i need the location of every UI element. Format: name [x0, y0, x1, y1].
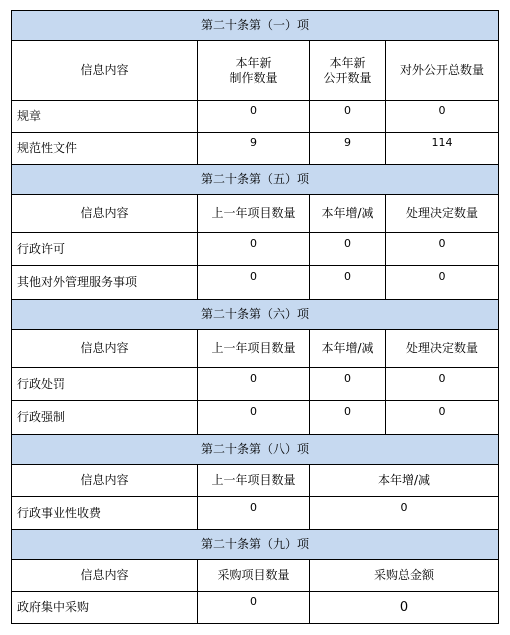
cell-value: 0	[386, 401, 499, 435]
table-row	[12, 266, 499, 300]
section-header-row	[12, 165, 499, 195]
column-header: 本年增/减	[310, 465, 499, 497]
disclosure-table	[11, 10, 499, 624]
row-label: 行政处罚	[12, 368, 198, 401]
column-header: 信息内容	[12, 195, 198, 233]
section-title: 第二十条第（九）项	[12, 530, 499, 560]
cell-value: 0	[198, 497, 310, 530]
column-header: 信息内容	[12, 330, 198, 368]
cell-value: 0	[198, 233, 310, 266]
cell-value: 0	[198, 266, 310, 300]
column-header-text: 本年新 公开数量	[323, 55, 372, 85]
cell-value: 0	[310, 592, 499, 624]
row-label: 其他对外管理服务事项	[12, 266, 198, 300]
column-header: 上一年项目数量	[198, 330, 310, 368]
cell-value: 0	[310, 401, 386, 435]
section-title: 第二十条第（一）项	[12, 11, 499, 41]
column-header: 上一年项目数量	[198, 195, 310, 233]
column-header	[198, 41, 310, 101]
cell-value: 0	[310, 233, 386, 266]
cell-value: 0	[198, 101, 310, 133]
column-header	[310, 41, 386, 101]
column-header: 本年增/减	[310, 330, 386, 368]
section-title: 第二十条第（五）项	[12, 165, 499, 195]
cell-value: 9	[310, 133, 386, 165]
table-row	[12, 592, 499, 624]
column-header: 本年增/减	[310, 195, 386, 233]
row-label: 政府集中采购	[12, 592, 198, 624]
row-label: 行政强制	[12, 401, 198, 435]
table-row	[12, 101, 499, 133]
table-row	[12, 497, 499, 530]
cell-value: 0	[198, 368, 310, 401]
cell-value: 0	[310, 266, 386, 300]
column-header: 信息内容	[12, 465, 198, 497]
cell-value: 9	[198, 133, 310, 165]
cell-value: 0	[310, 497, 499, 530]
cell-value: 0	[310, 101, 386, 133]
section-header-row	[12, 300, 499, 330]
table-row	[12, 368, 499, 401]
column-header-row	[12, 41, 499, 101]
column-header: 对外公开总数量	[386, 41, 499, 101]
cell-value: 0	[386, 233, 499, 266]
cell-value: 0	[310, 368, 386, 401]
section-header-row	[12, 11, 499, 41]
row-label: 行政事业性收费	[12, 497, 198, 530]
column-header: 上一年项目数量	[198, 465, 310, 497]
column-header-text: 本年新 制作数量	[229, 55, 278, 85]
column-header-row	[12, 195, 499, 233]
column-header: 信息内容	[12, 560, 198, 592]
table-row	[12, 401, 499, 435]
cell-value: 0	[198, 592, 310, 624]
row-label: 规范性文件	[12, 133, 198, 165]
cell-value: 0	[386, 266, 499, 300]
table-row	[12, 133, 499, 165]
column-header-row	[12, 560, 499, 592]
column-header-row	[12, 465, 499, 497]
column-header: 处理决定数量	[386, 330, 499, 368]
cell-value: 0	[386, 101, 499, 133]
cell-value: 0	[198, 401, 310, 435]
row-label: 规章	[12, 101, 198, 133]
cell-value: 0	[386, 368, 499, 401]
section-title: 第二十条第（八）项	[12, 435, 499, 465]
table-row	[12, 233, 499, 266]
column-header-row	[12, 330, 499, 368]
column-header: 信息内容	[12, 41, 198, 101]
section-header-row	[12, 435, 499, 465]
cell-value: 114	[386, 133, 499, 165]
section-header-row	[12, 530, 499, 560]
section-title: 第二十条第（六）项	[12, 300, 499, 330]
column-header: 处理决定数量	[386, 195, 499, 233]
column-header: 采购总金额	[310, 560, 499, 592]
column-header: 采购项目数量	[198, 560, 310, 592]
row-label: 行政许可	[12, 233, 198, 266]
